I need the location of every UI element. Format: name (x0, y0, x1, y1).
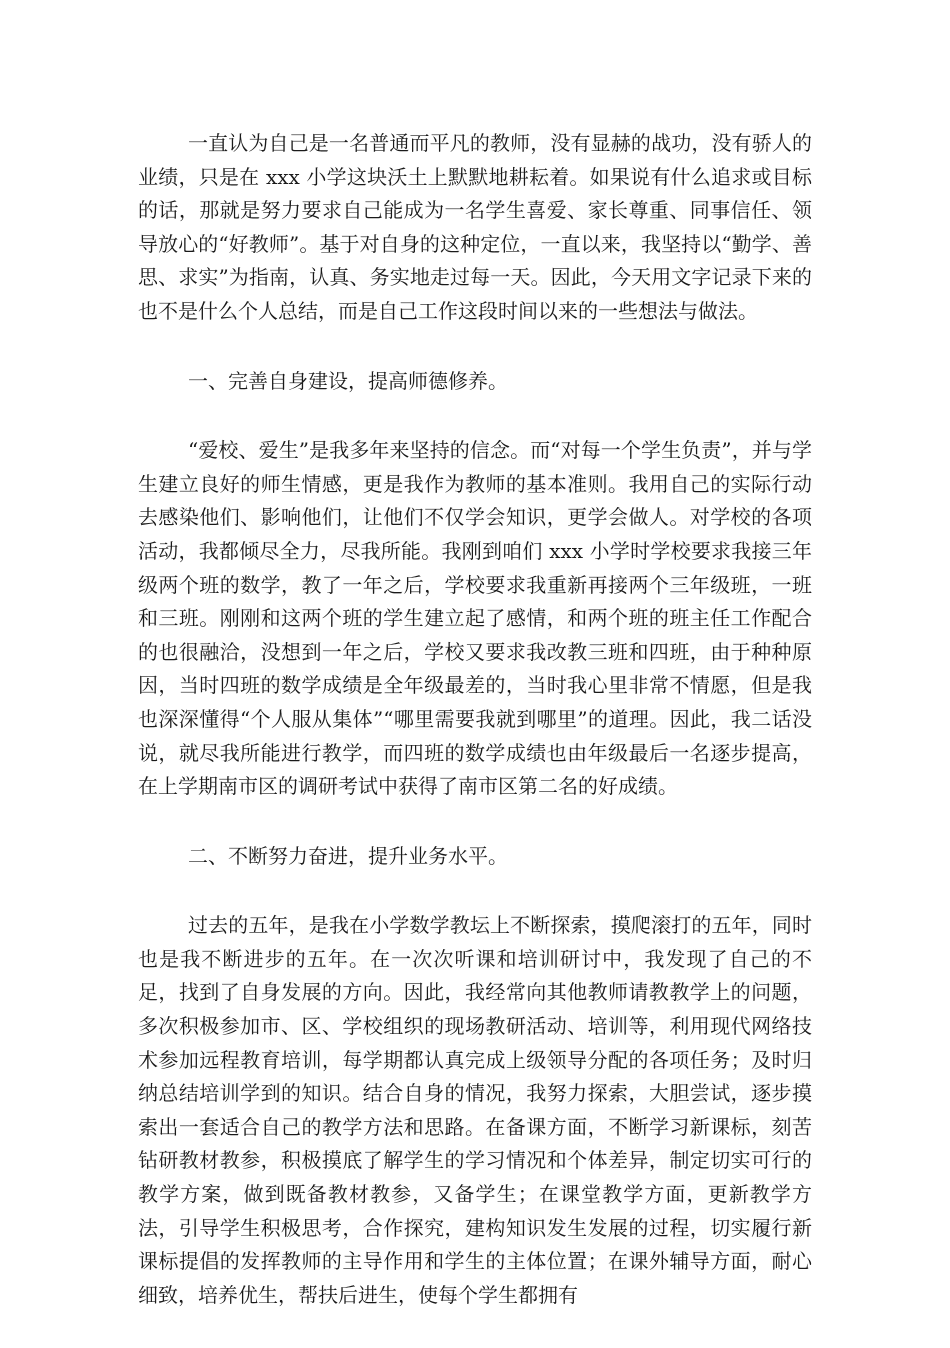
section-heading-1: 一、完善自身建设，提高师德修养。 (188, 368, 508, 393)
section-heading-2: 二、不断努力奋进，提升业务水平。 (188, 843, 508, 868)
paragraph-section-2: 过去的五年，是我在小学数学教坛上不断探索，摸爬滚打的五年，同时也是我不断进步的五年。在一次次听课和培训研讨中，我发现了自己的不足，找到了自身发展的方向。因此，我经常向其他教师请教教学上的问题，多次积极参加市、区、学校组织的现场教研活动、培训等，利用现代网络技术参加远程教育培训，每学期都认真完成上级领导分配的各项任务；及时归纳总结培训学到的知识。结合自身的情况，我努力探索，大胆尝试，逐步摸索出一套适合自己的教学方法和思路。在备课方面，不断学习新课标，刻苦钻研教材教参，积极摸底了解学生的学习情况和个体差异，制定切实可行的教学方案，做到既备教材教参，又备学生；在课堂教学方面，更新教学方法，引导学生积极思考，合作探究，建构知识发生发展的过程，切实履行新课标提倡的发挥教师的主导作用和学生的主体位置；在课外辅导方面，耐心细致，培养优生，帮扶后进生，使每个学生都拥有 (138, 913, 812, 1307)
paragraph-intro: 一直认为自己是一名普通而平凡的教师，没有显赫的战功，没有骄人的业绩，只是在 xxx 小学这块沃土上默默地耕耘着。如果说有什么追求或目标的话，那就是努力要求自己能成为一名学生喜爱、家长尊重、同事信任、领导放心的“好教师”。基于对自身的这种定位，一直以来，我坚持以“勤学、善思、求实”为指南，认真、务实地走过每一天。因此，今天用文字记录下来的也不是什么个人总结，而是自己工作这段时间以来的一些想法与做法。 (138, 131, 812, 323)
document-body (138, 127, 812, 1348)
paragraph-section-1: “爱校、爱生”是我多年来坚持的信念。而“对每一个学生负责”，并与学生建立良好的师生情感，更是我作为教师的基本准则。我用自己的实际行动去感染他们、影响他们，让他们不仅学会知识，更学会做人。对学校的各项活动，我都倾尽全力，尽我所能。我刚到咱们 xxx 小学时学校要求我接三年级两个班的数学，教了一年之后，学校要求我重新再接两个三年级班，一班和三班。刚刚和这两个班的学生建立起了感情，和两个班的班主任工作配合的也很融洽，没想到一年之后，学校又要求我改教三班和四班，由于种种原因，当时四班的数学成绩是全年级最差的，当时我心里非常不情愿，但是我也深深懂得“个人服从集体”“哪里需要我就到哪里”的道理。因此，我二话没说，就尽我所能进行教学，而四班的数学成绩也由年级最后一名逐步提高，在上学期南市区的调研考试中获得了南市区第二名的好成绩。 (138, 438, 812, 799)
